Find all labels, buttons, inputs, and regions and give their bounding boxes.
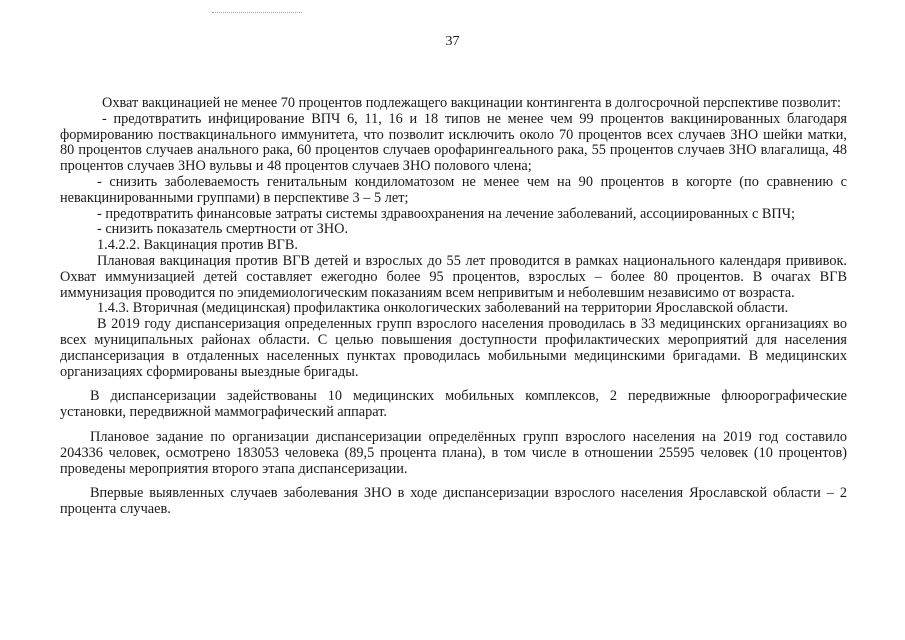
paragraph-hpv-prevention: - предотвратить инфицирование ВПЧ 6, 11, 16 и 18 типов не менее чем 99 процентов вакцинированных благодаря формированию поствакцинального иммунитета, что позволит исключить около 70 процентов всех случаев ЗНО шейки матки, 80 процентов случаев анального рака, 60 процентов случаев орофарингеального рака, 55 процентов случаев ЗНО влагалища, 48 процентов случаев ЗНО вульвы и 48 процентов случаев ЗНО полового члена; [60,110,847,175]
paragraph-costs: - предотвратить финансовые затраты системы здравоохранения на лечение заболеваний, ассоциированных с ВПЧ; [97,205,796,222]
section-heading-hbv: 1.4.2.2. Вакцинация против ВГВ. [97,237,298,254]
page-number: 37 [445,34,460,49]
document-body [60,96,847,518]
paragraph-mobile-complexes: В диспансеризации задействованы 10 медицинских мобильных комплексов, 2 передвижные флюорографические установки, передвижной маммографический аппарат. [60,388,847,421]
paragraph-mortality: - снизить показатель смертности от ЗНО. [97,221,349,238]
paragraph-coverage-intro: Охват вакцинацией не менее 70 процентов подлежащего вакцинации контингента в долгосрочной перспективе позволит: [102,95,841,111]
paragraph-plan-target: Плановое задание по организации диспансеризации определённых групп взрослого населения на 2019 год составило 204336 человек, осмотрено 183053 человека (89,5 процента плана), в том числе в отношении 25595 человек (10 процентов) проведены мероприятия второго этапа диспансеризации. [60,428,847,477]
paragraph-detected-cases: Впервые выявленных случаев заболевания ЗНО в ходе диспансеризации взрослого населения Ярославской области – 2 процента случаев. [60,485,847,518]
paragraph-condyloma: - снизить заболеваемость генитальным кондиломатозом не менее чем на 90 процентов в когорте (по сравнению с невакцинированными группами) в перспективе 3 – 5 лет; [60,173,847,206]
scan-artifact-line [212,12,302,14]
paragraph-dispensarization-2019: В 2019 году диспансеризация определенных групп взрослого населения проводилась в 33 медицинских организациях во всех муниципальных районах области. С целью повышения доступности профилактических мероприятий для населения диспансеризация в отдаленных населенных пунктах проводилась мобильными медицинскими бригадами. В медицинских организациях сформированы выездные бригады. [60,316,847,380]
section-heading-secondary-prevention: 1.4.3. Вторичная (медицинская) профилактика онкологических заболеваний на территории Ярославской области. [97,300,789,317]
paragraph-hbv-vaccination: Плановая вакцинация против ВГВ детей и взрослых до 55 лет проводится в рамках национального календаря прививок. Охват иммунизацией детей составляет ежегодно более 95 процентов, взрослых – более 80 процентов. В очагах ВГВ иммунизация проводится по эпидемиологическим показаниям всем непривитым и неболевшим независимо от возраста. [60,252,847,301]
